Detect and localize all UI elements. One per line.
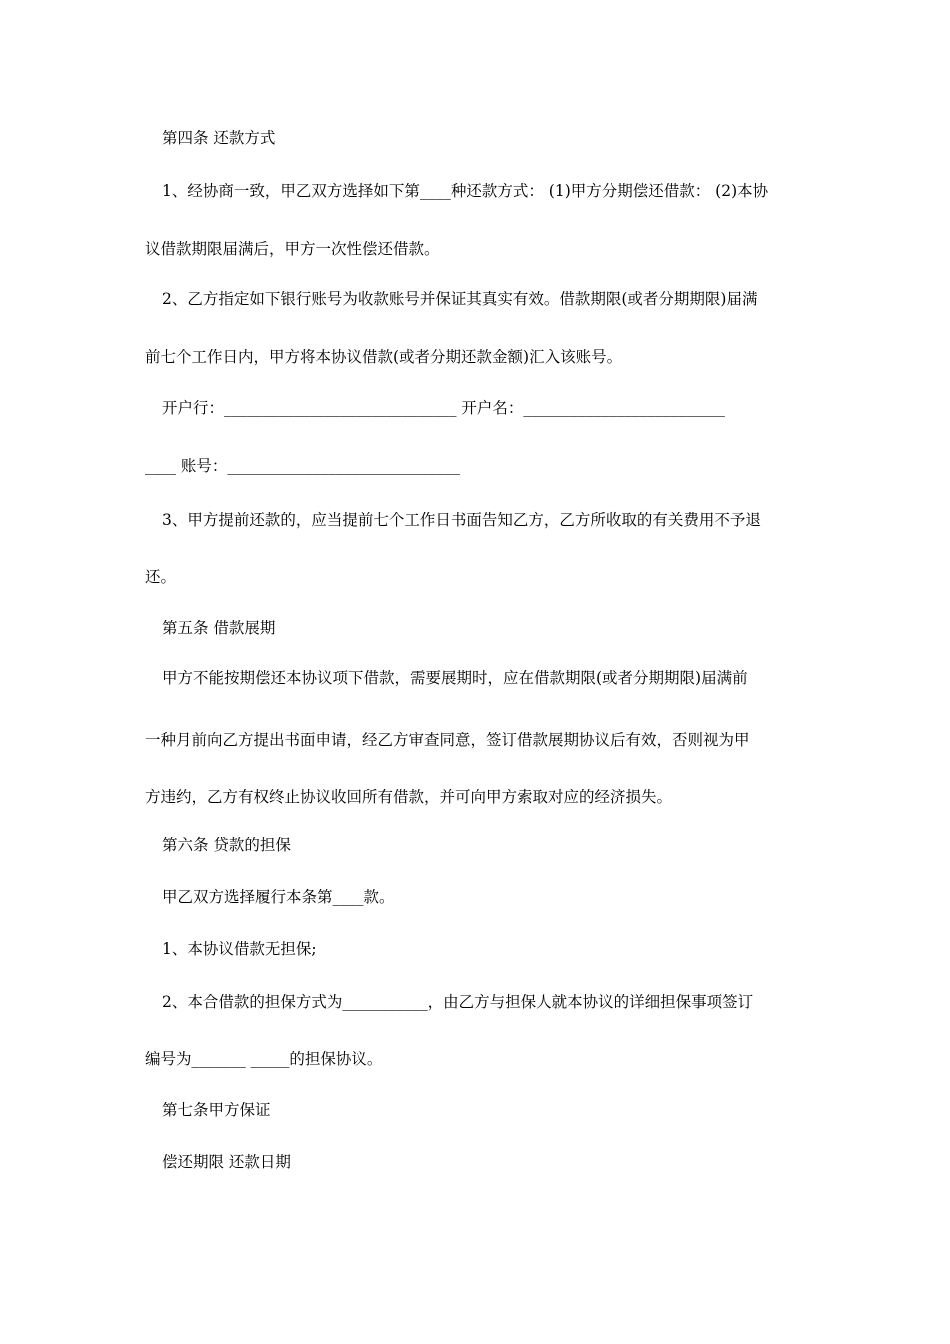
clause-6-1: 1、本协议借款无担保; — [162, 940, 317, 958]
article-5-line-3: 方违约，乙方有权终止协议收回所有借款，并可向甲方索取对应的经济损失。 — [145, 788, 673, 806]
clause-4-2-line-2: 前七个工作日内，甲方将本协议借款(或者分期还款金额)汇入该账号。 — [145, 348, 623, 366]
repayment-table-header: 偿还期限 还款日期 — [162, 1153, 291, 1171]
clause-6-2-line-2: 编号为_______ _____的担保协议。 — [145, 1050, 383, 1068]
account-number-line: ____ 账号：______________________________ — [145, 457, 460, 475]
bank-account-name-line: 开户行：______________________________ 开户名：__________________________ — [162, 399, 725, 417]
clause-4-2-line-1: 2、乙方指定如下银行账号为收款账号并保证其真实有效。借款期限(或者分期期限)届满 — [162, 290, 758, 308]
article-6-selection: 甲乙双方选择履行本条第____款。 — [162, 888, 395, 906]
article-4-heading: 第四条 还款方式 — [162, 129, 276, 147]
clause-4-1-line-1: 1、经协商一致，甲乙双方选择如下第____种还款方式： (1)甲方分期偿还借款： (2)本协 — [162, 182, 769, 200]
clause-4-1-line-2: 议借款期限届满后，甲方一次性偿还借款。 — [145, 240, 440, 258]
article-5-line-1: 甲方不能按期偿还本协议项下借款，需要展期时，应在借款期限(或者分期期限)届满前 — [162, 669, 748, 687]
clause-4-3-line-1: 3、甲方提前还款的，应当提前七个工作日书面告知乙方，乙方所收取的有关费用不予退 — [162, 511, 761, 529]
clause-4-3-line-2: 还。 — [145, 568, 177, 586]
article-5-heading: 第五条 借款展期 — [162, 619, 276, 637]
clause-6-2-line-1: 2、本合借款的担保方式为___________，由乙方与担保人就本协议的详细担保事项签订 — [162, 993, 754, 1011]
article-6-heading: 第六条 贷款的担保 — [162, 836, 291, 854]
article-7-heading: 第七条甲方保证 — [162, 1101, 271, 1119]
article-5-line-2: 一种月前向乙方提出书面申请，经乙方审查同意，签订借款展期协议后有效，否则视为甲 — [145, 731, 750, 749]
